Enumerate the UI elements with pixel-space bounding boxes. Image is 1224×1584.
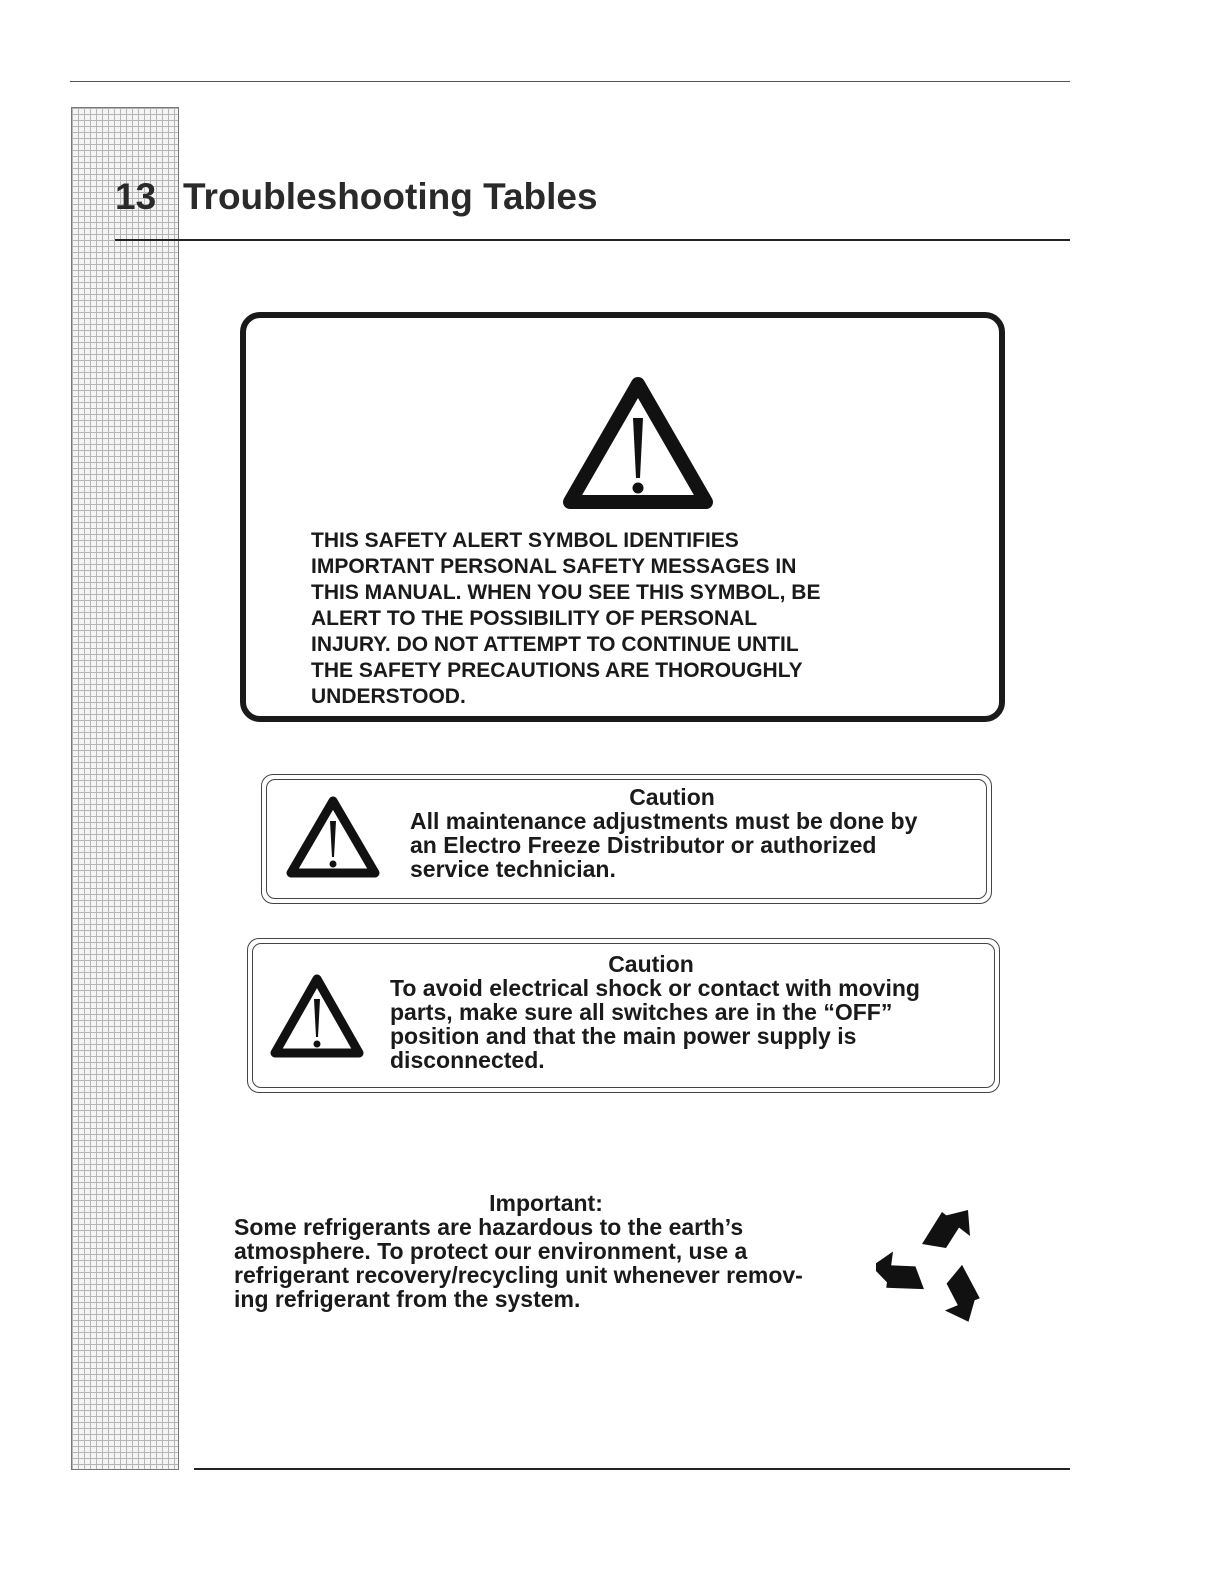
caution-line: To avoid electrical shock or contact with moving [390,975,920,1001]
warning-triangle-icon [268,971,366,1061]
alert-line: ALERT TO THE POSSIBILITY OF PERSONAL [311,607,758,630]
caution-heading: Caution [629,784,715,810]
alert-line: UNDERSTOOD. [311,685,466,708]
recycle-icon [876,1206,996,1326]
top-rule [70,81,1070,82]
alert-line: THIS SAFETY ALERT SYMBOL IDENTIFIES [311,529,739,552]
caution-body [410,809,980,881]
title-rule [115,239,1070,241]
grid-margin-strip [71,107,179,1470]
alert-line: THIS MANUAL. WHEN YOU SEE THIS SYMBOL, BE [311,581,821,604]
safety-alert-text [311,528,971,710]
important-line: atmosphere. To protect our environment, use a [234,1238,748,1264]
chapter-title-text: Troubleshooting Tables [183,176,598,217]
important-line: ing refrigerant from the system. [234,1286,581,1312]
caution-box-maintenance [261,774,992,904]
caution-line: All maintenance adjustments must be done by [410,808,918,834]
chapter-number: 13 [115,176,157,217]
caution-box-electrical [247,938,1000,1093]
caution-heading: Caution [608,951,694,977]
caution-line: position and that the main power supply is [390,1023,857,1049]
caution-line: parts, make sure all switches are in the “OFF” [390,999,893,1025]
important-line: Some refrigerants are hazardous to the earth’s [234,1214,744,1240]
alert-line: THE SAFETY PRECAUTIONS ARE THOROUGHLY [311,659,803,682]
bottom-rule [194,1468,1070,1470]
alert-line: INJURY. DO NOT ATTEMPT TO CONTINUE UNTIL [311,633,799,656]
important-body [234,1215,874,1311]
warning-triangle-icon [560,374,716,514]
important-line: refrigerant recovery/recycling unit whenever remov- [234,1262,803,1288]
alert-line: IMPORTANT PERSONAL SAFETY MESSAGES IN [311,555,797,578]
important-heading: Important: [489,1190,603,1216]
safety-alert-box [240,312,1005,722]
caution-line: disconnected. [390,1047,545,1073]
warning-triangle-icon [284,793,382,881]
caution-line: an Electro Freeze Distributor or authorized [410,832,877,858]
caution-body [390,976,990,1072]
chapter-title [115,176,598,218]
caution-line: service technician. [410,856,616,882]
